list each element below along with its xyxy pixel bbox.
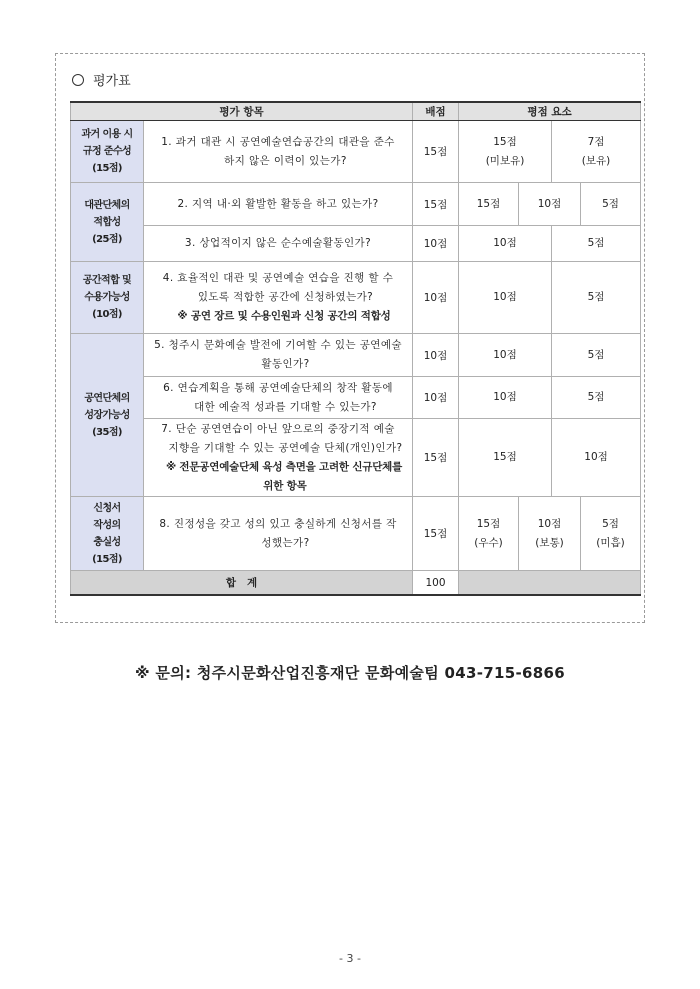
table-row (71, 334, 641, 377)
total-value: 100 (413, 571, 459, 596)
table-row (71, 262, 641, 334)
score-cell: 5점 (552, 226, 641, 262)
table-row (71, 226, 641, 262)
score-cell: 15점 (459, 183, 519, 226)
question-cell: 1. 과거 대관 시 공연예술연습공간의 대관을 준수 하지 않은 이력이 있는가? (144, 121, 413, 183)
score-cell: 10점 (459, 262, 552, 334)
points-cell: 10점 (413, 262, 459, 334)
question-cell: 5. 청주시 문화예술 발전에 기여할 수 있는 공연예술 활동인가? (144, 334, 413, 377)
contact-info: ※ 문의: 청주시문화산업진흥재단 문화예술팀 043-715-6866 (135, 664, 565, 682)
question-cell (144, 262, 413, 334)
table-row (71, 183, 641, 226)
score-cell: 7점 (보유) (552, 121, 641, 183)
category-cell: 공간적합 및 수용가능성 (10점) (71, 262, 144, 334)
table-row (71, 419, 641, 497)
question-cell: 2. 지역 내·외 활발한 활동을 하고 있는가? (144, 183, 413, 226)
score-cell: 5점 (552, 262, 641, 334)
header-scoring: 평점 요소 (459, 102, 641, 121)
score-cell: 15점 (미보유) (459, 121, 552, 183)
circle-bullet-icon (72, 74, 84, 86)
category-cell: 대관단체의 적합성 (25점) (71, 183, 144, 262)
score-cell: 15점 (459, 419, 552, 497)
score-cell: 5점 (552, 377, 641, 419)
table-row (71, 497, 641, 571)
header-item: 평가 항목 (71, 102, 413, 121)
points-cell: 10점 (413, 226, 459, 262)
question-text: 7. 단순 공연연습이 아닌 앞으로의 중장기적 예술 지향을 기대할 수 있는 공연예술 단체(개인)인가? (161, 422, 403, 454)
question-note: ※ 공연 장르 및 수용인원과 신청 공간의 적합성 (177, 310, 391, 322)
question-text: 4. 효율적인 대관 및 공연예술 연습을 진행 할 수 있도록 적합한 공간에 신청하였는가? (162, 272, 394, 303)
evaluation-table (70, 101, 641, 596)
category-cell: 과거 이용 시 규정 준수성 (15점) (71, 121, 144, 183)
points-cell: 15점 (413, 183, 459, 226)
score-cell: 10점 (459, 226, 552, 262)
section-title-text: 평가표 (93, 74, 131, 89)
total-label: 합 계 (71, 571, 413, 596)
score-cell: 10점 (보통) (519, 497, 581, 571)
points-cell: 10점 (413, 334, 459, 377)
table-row (71, 377, 641, 419)
total-row (71, 571, 641, 596)
total-scoring-blank (459, 571, 641, 596)
points-cell: 15점 (413, 121, 459, 183)
question-cell (144, 419, 413, 497)
score-cell: 15점 (우수) (459, 497, 519, 571)
section-title (72, 70, 131, 89)
score-cell: 10점 (459, 377, 552, 419)
table-header-row (71, 102, 641, 121)
question-cell: 6. 연습계획을 통해 공연예술단체의 창작 활동에 대한 예술적 성과를 기대할 수 있는가? (144, 377, 413, 419)
score-cell: 5점 (581, 183, 641, 226)
question-cell: 3. 상업적이지 않은 순수예술활동인가? (144, 226, 413, 262)
table-row (71, 121, 641, 183)
category-cell: 신청서 작성의 충실성 (15점) (71, 497, 144, 571)
page-number: - 3 - (339, 952, 361, 965)
question-note: ※ 전문공연예술단체 육성 측면을 고려한 신규단체를 위한 항목 (165, 460, 403, 492)
score-cell: 10점 (519, 183, 581, 226)
question-cell: 8. 진정성을 갖고 성의 있고 충실하게 신청서를 작 성했는가? (144, 497, 413, 571)
header-points: 배점 (413, 102, 459, 121)
score-cell: 5점 (미흡) (581, 497, 641, 571)
points-cell: 15점 (413, 419, 459, 497)
points-cell: 10점 (413, 377, 459, 419)
score-cell: 5점 (552, 334, 641, 377)
category-cell: 공연단체의 성장가능성 (35점) (71, 334, 144, 497)
score-cell: 10점 (552, 419, 641, 497)
score-cell: 10점 (459, 334, 552, 377)
points-cell: 15점 (413, 497, 459, 571)
